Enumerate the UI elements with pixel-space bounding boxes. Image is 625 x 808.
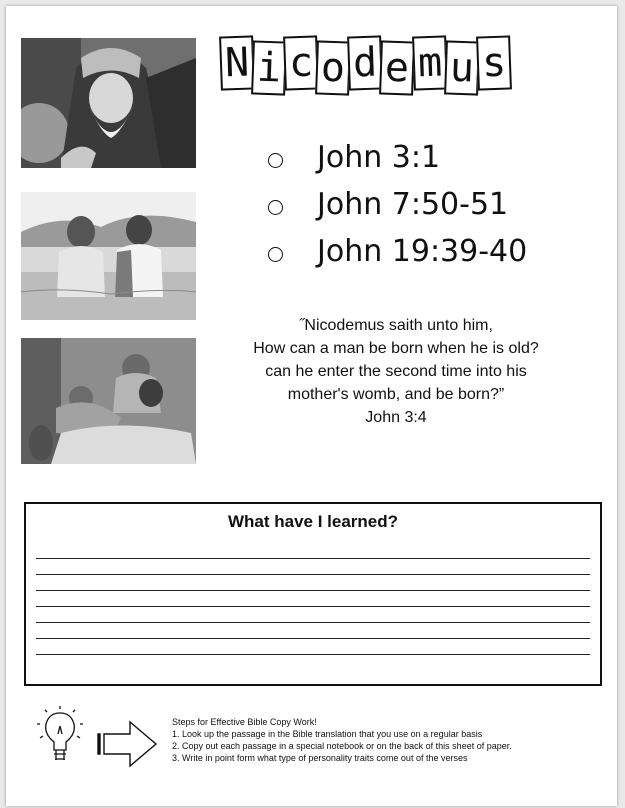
scripture-reference-list <box>268 134 527 275</box>
page-title <box>220 38 509 92</box>
scripture-reference: John 3:1 <box>317 140 441 175</box>
river-baptism-illustration <box>21 192 196 320</box>
learned-heading: What have I learned? <box>227 512 399 531</box>
circle-bullet-icon <box>268 247 283 262</box>
circle-bullet-icon <box>268 200 283 215</box>
arrow-right-icon <box>98 722 156 766</box>
quote-line: How can a man be born when he is old? <box>253 340 539 357</box>
title-letter: s <box>476 35 512 90</box>
title-letter: e <box>380 40 416 95</box>
portrait-illustration <box>21 38 196 168</box>
title-letter: u <box>444 40 480 95</box>
writing-line[interactable] <box>36 622 590 623</box>
list-item <box>268 228 527 275</box>
verse-quote <box>231 314 561 429</box>
worksheet-page <box>6 6 617 806</box>
title-letter: i <box>251 40 287 95</box>
writing-line[interactable] <box>36 574 590 575</box>
steps-heading: Steps for Effective Bible Copy Work! <box>172 717 317 727</box>
burial-preparation-illustration <box>21 338 196 464</box>
writing-line[interactable] <box>36 558 590 559</box>
scripture-reference: John 19:39-40 <box>317 234 528 269</box>
writing-line[interactable] <box>36 590 590 591</box>
title-letter: c <box>283 35 319 90</box>
circle-bullet-icon <box>268 153 283 168</box>
title-letter: m <box>412 35 448 90</box>
lightbulb-icon <box>37 706 83 760</box>
quote-line: mother's womb, and be born?” <box>287 386 505 403</box>
step-item: 2. Copy out each passage in a special notebook or on the back of this sheet of paper. <box>172 741 512 751</box>
step-item: 1. Look up the passage in the Bible translation that you use on a regular basis <box>172 729 483 739</box>
scripture-reference: John 7:50-51 <box>317 187 509 222</box>
title-letter: o <box>315 40 351 95</box>
learned-box <box>24 502 602 686</box>
title-letter: d <box>347 35 383 90</box>
writing-line[interactable] <box>36 654 590 655</box>
footer-icons <box>32 704 162 774</box>
writing-line[interactable] <box>36 638 590 639</box>
quote-citation: John 3:4 <box>365 409 427 426</box>
quote-line: ˝Nicodemus saith unto him, <box>299 317 493 334</box>
writing-line[interactable] <box>36 606 590 607</box>
copy-work-steps <box>172 716 512 764</box>
list-item <box>268 134 527 181</box>
list-item <box>268 181 527 228</box>
title-letter: N <box>219 35 255 90</box>
quote-line: can he enter the second time into his <box>265 363 527 380</box>
step-item: 3. Write in point form what type of personality traits come out of the verses <box>172 753 468 763</box>
